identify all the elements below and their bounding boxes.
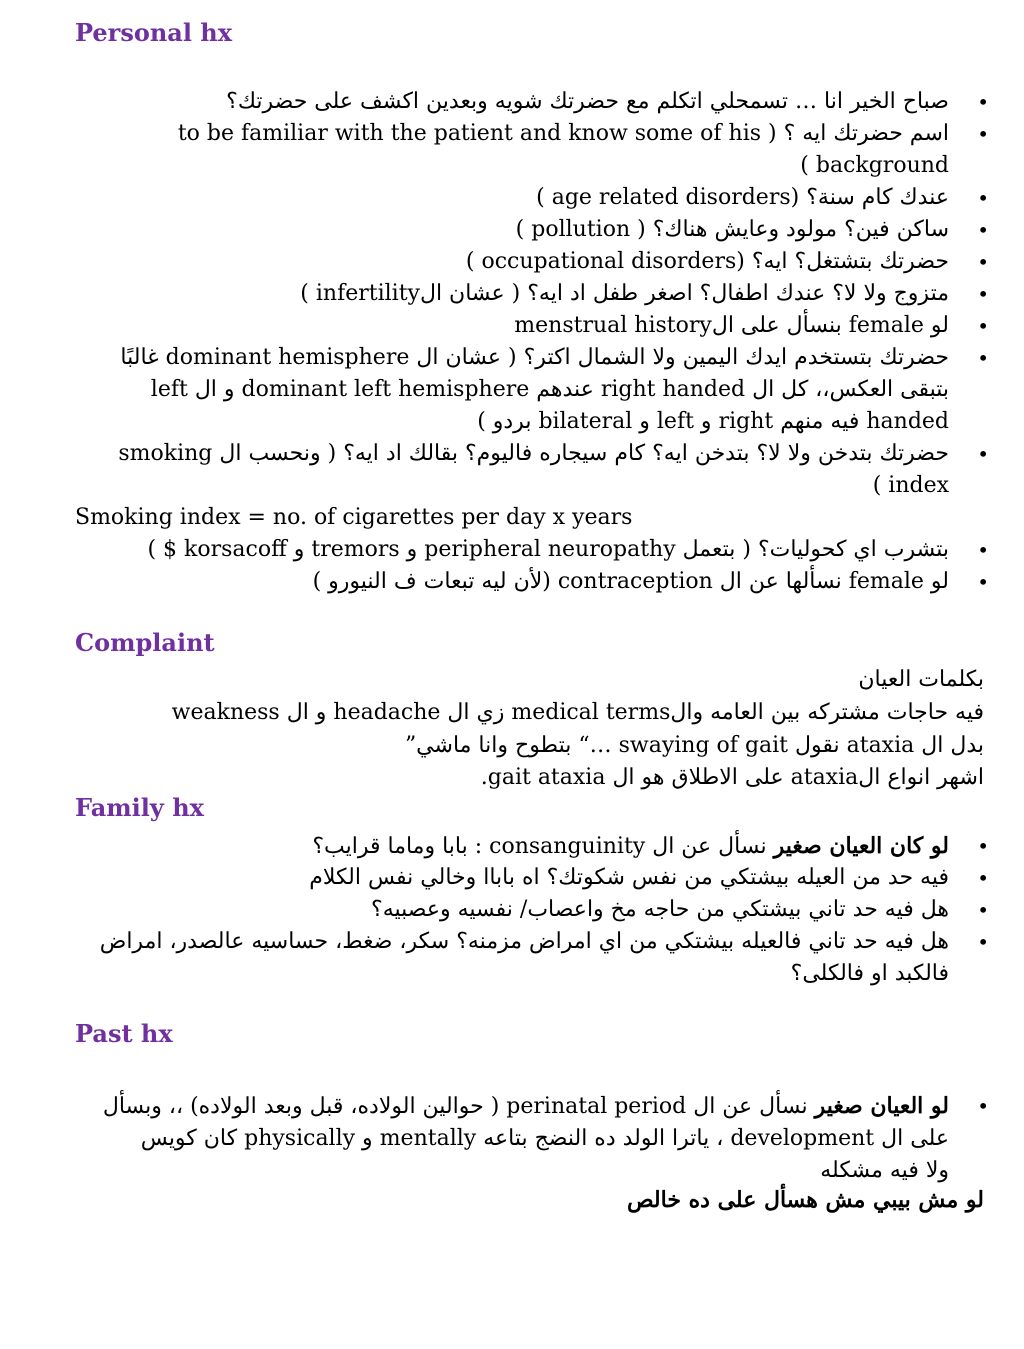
paragraph-line: اشهر انواع الataxia على الاطلاق هو ال gait ataxia. <box>480 765 984 790</box>
smoking-index-formula: Smoking index = no. of cigarettes per day x years <box>75 505 633 530</box>
list-item-text: هل فيه حد تاني فالعيله بيشتكي من اي امراض مزمنه؟ سكر، ضغط، حساسيه عالصدر، امراض <box>99 929 949 954</box>
list-item-text: نسأل عن ال perinatal period ( حوالين الولاده، قبل وبعد الولاده) ،، وبسأل <box>102 1094 815 1119</box>
list-item <box>75 214 949 246</box>
list-item <box>75 862 949 894</box>
list-item <box>75 926 949 990</box>
list-item-text: فيه حد من العيله بيشتكي من نفس شكوتك؟ اه باباا وخالي نفس الكلام <box>309 865 949 890</box>
section-heading-personal-hx: Personal hx <box>75 18 233 47</box>
list-item-text: لو female نسألها عن ال contraception (لأن ليه تبعات ف النيورو ) <box>312 569 949 594</box>
list-item-text-continued: ولا فيه مشكله <box>820 1158 949 1183</box>
paragraph-line: بدل ال ataxia نقول swaying of gait …“ بتطوح وانا ماشي” <box>404 733 984 758</box>
list-item <box>75 118 949 182</box>
list-item-text: لو female بنسأل على الmenstrual history <box>514 313 949 338</box>
paragraph-line: فيه حاجات مشتركه بين العامه والmedical terms زي ال headache و ال weakness <box>171 700 984 725</box>
list-item-text: عندك كام سنة؟ (age related disorders ) <box>536 185 949 210</box>
list-item <box>75 182 949 214</box>
list-item-text-continued: بتبقى العكس،، كل ال right handed عندهم dominant left hemisphere و ال left <box>150 377 949 402</box>
list-item-text: حضرتك بتستخدم ايدك اليمين ولا الشمال اكتر؟ ( عشان ال dominant hemisphere غالبًا <box>120 345 949 370</box>
list-item-text: هل فيه حد تاني بيشتكي من حاجه مخ واعصاب/ نفسيه وعصبيه؟ <box>371 897 949 922</box>
list-item-text: حضرتك بتدخن ولا لا؟ بتدخن ايه؟ كام سيجاره فاليوم؟ بقالك اد ايه؟ ( ونحسب ال smoking <box>118 441 949 466</box>
section-heading-family-hx: Family hx <box>75 793 204 822</box>
list-item-text: ساكن فين؟ مولود وعايش هناك؟ ( pollution ) <box>515 217 949 242</box>
list-item-text-continued: فالكبد او فالكلى؟ <box>790 961 949 986</box>
list-item <box>75 1090 949 1187</box>
list-item-text: نسأل عن ال consanguinity : بابا وماما قرايب؟ <box>312 834 774 859</box>
list-item-bold-text: لو كان العيان صغير <box>773 833 949 859</box>
paragraph-line: بكلمات العيان <box>858 667 984 692</box>
list-item <box>75 278 949 310</box>
list-item-text-continued: index ) <box>872 473 949 498</box>
list-item <box>75 566 949 598</box>
list-item-text: صباح الخير انا … تسمحلي اتكلم مع حضرتك شويه وبعدين اكشف على حضرتك؟ <box>226 89 949 114</box>
list-item <box>75 438 949 502</box>
list-item-text: متزوج ولا لا؟ عندك اطفال؟ اصغر طفل اد ايه؟ ( عشان الinfertility ) <box>300 281 949 306</box>
list-item <box>75 342 949 438</box>
list-item <box>75 830 949 863</box>
list-item <box>75 246 949 278</box>
list-item-text-continued: handed فيه منهم right و left و bilateral بردو ) <box>477 409 949 434</box>
list-item <box>75 534 949 566</box>
list-item <box>75 310 949 342</box>
list-item <box>75 894 949 926</box>
closing-note: لو مش بيبي مش هسأل على ده خالص <box>626 1187 984 1213</box>
list-item-text: بتشرب اي كحوليات؟ ( بتعمل peripheral neuropathy و tremors و korsacoff $ ) <box>147 537 949 562</box>
list-item-text-continued: background ) <box>800 153 949 178</box>
list-item-text: حضرتك بتشتغل؟ ايه؟ (occupational disorders ) <box>465 249 949 274</box>
list-item-bold-text: لو العيان صغير <box>814 1093 949 1119</box>
list-item <box>75 86 949 118</box>
list-item-text-continued: على ال development ، ياترا الولد ده النضج بتاعه mentally و physically كان كويس <box>140 1126 949 1151</box>
section-heading-complaint: Complaint <box>75 628 215 657</box>
section-heading-past-hx: Past hx <box>75 1019 173 1048</box>
list-item-text: اسم حضرتك ايه ؟ ( to be familiar with the patient and know some of his <box>177 121 949 146</box>
